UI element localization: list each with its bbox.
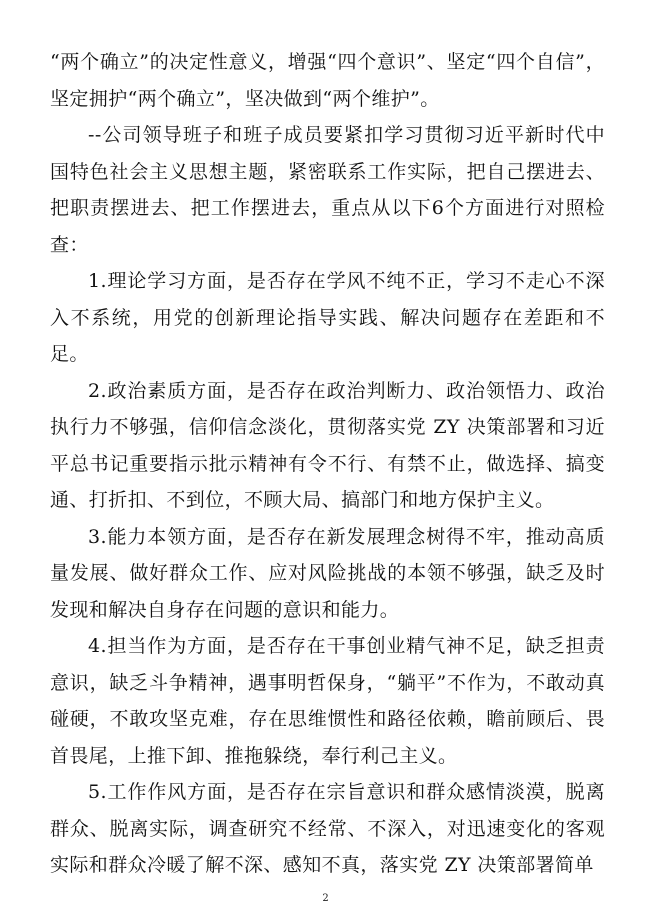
document-body [50, 44, 605, 884]
paragraph-item-1: 1.理论学习方面，是否存在学风不纯不正，学习不走心不深入不系统，用党的创新理论指导实践、解决问题存在差距和不足。 [50, 270, 605, 365]
paragraph-item-4: 4.担当作为方面，是否存在干事创业精气神不足，缺乏担责意识，缺乏斗争精神，遇事明哲保身，“躺平”不作为，不敢动真碰硬，不敢攻坚克难，存在思维惯性和路径依赖，瞻前顾后、畏首畏尾，上推下卸、推拖躲绕，奉行利己主义。 [50, 635, 605, 767]
paragraph-intro: --公司领导班子和班子成员要紧扣学习贯彻习近平新时代中国特色社会主义思想主题，紧密联系工作实际，把自己摆进去、把职责摆进去、把工作摆进去，重点从以下6个方面进行对照检查： [50, 124, 605, 256]
paragraph-continuation: “两个确立”的决定性意义，增强“四个意识”、坚定“四个自信”，坚定拥护“两个确立”，坚决做到“两个维护”。 [50, 51, 605, 110]
paragraph-item-3: 3.能力本领方面，是否存在新发展理念树得不牢，推动高质量发展、做好群众工作、应对风险挑战的本领不够强，缺乏及时发现和解决自身存在问题的意识和能力。 [50, 525, 605, 621]
page-number: 2 [322, 893, 329, 904]
paragraph-item-5: 5.工作作风方面，是否存在宗旨意识和群众感情淡漠，脱离群众、脱离实际，调查研究不经常、不深入，对迅速变化的客观实际和群众冷暖了解不深、感知不真，落实党 ZY 决策部署简单 [50, 781, 605, 876]
paragraph-item-2: 2.政治素质方面，是否存在政治判断力、政治领悟力、政治执行力不够强，信仰信念淡化，贯彻落实党 ZY 决策部署和习近平总书记重要指示批示精神有令不行、有禁不止，做选择、搞变通、打折扣、不到位，不顾大局、搞部门和地方保护主义。 [50, 379, 605, 511]
